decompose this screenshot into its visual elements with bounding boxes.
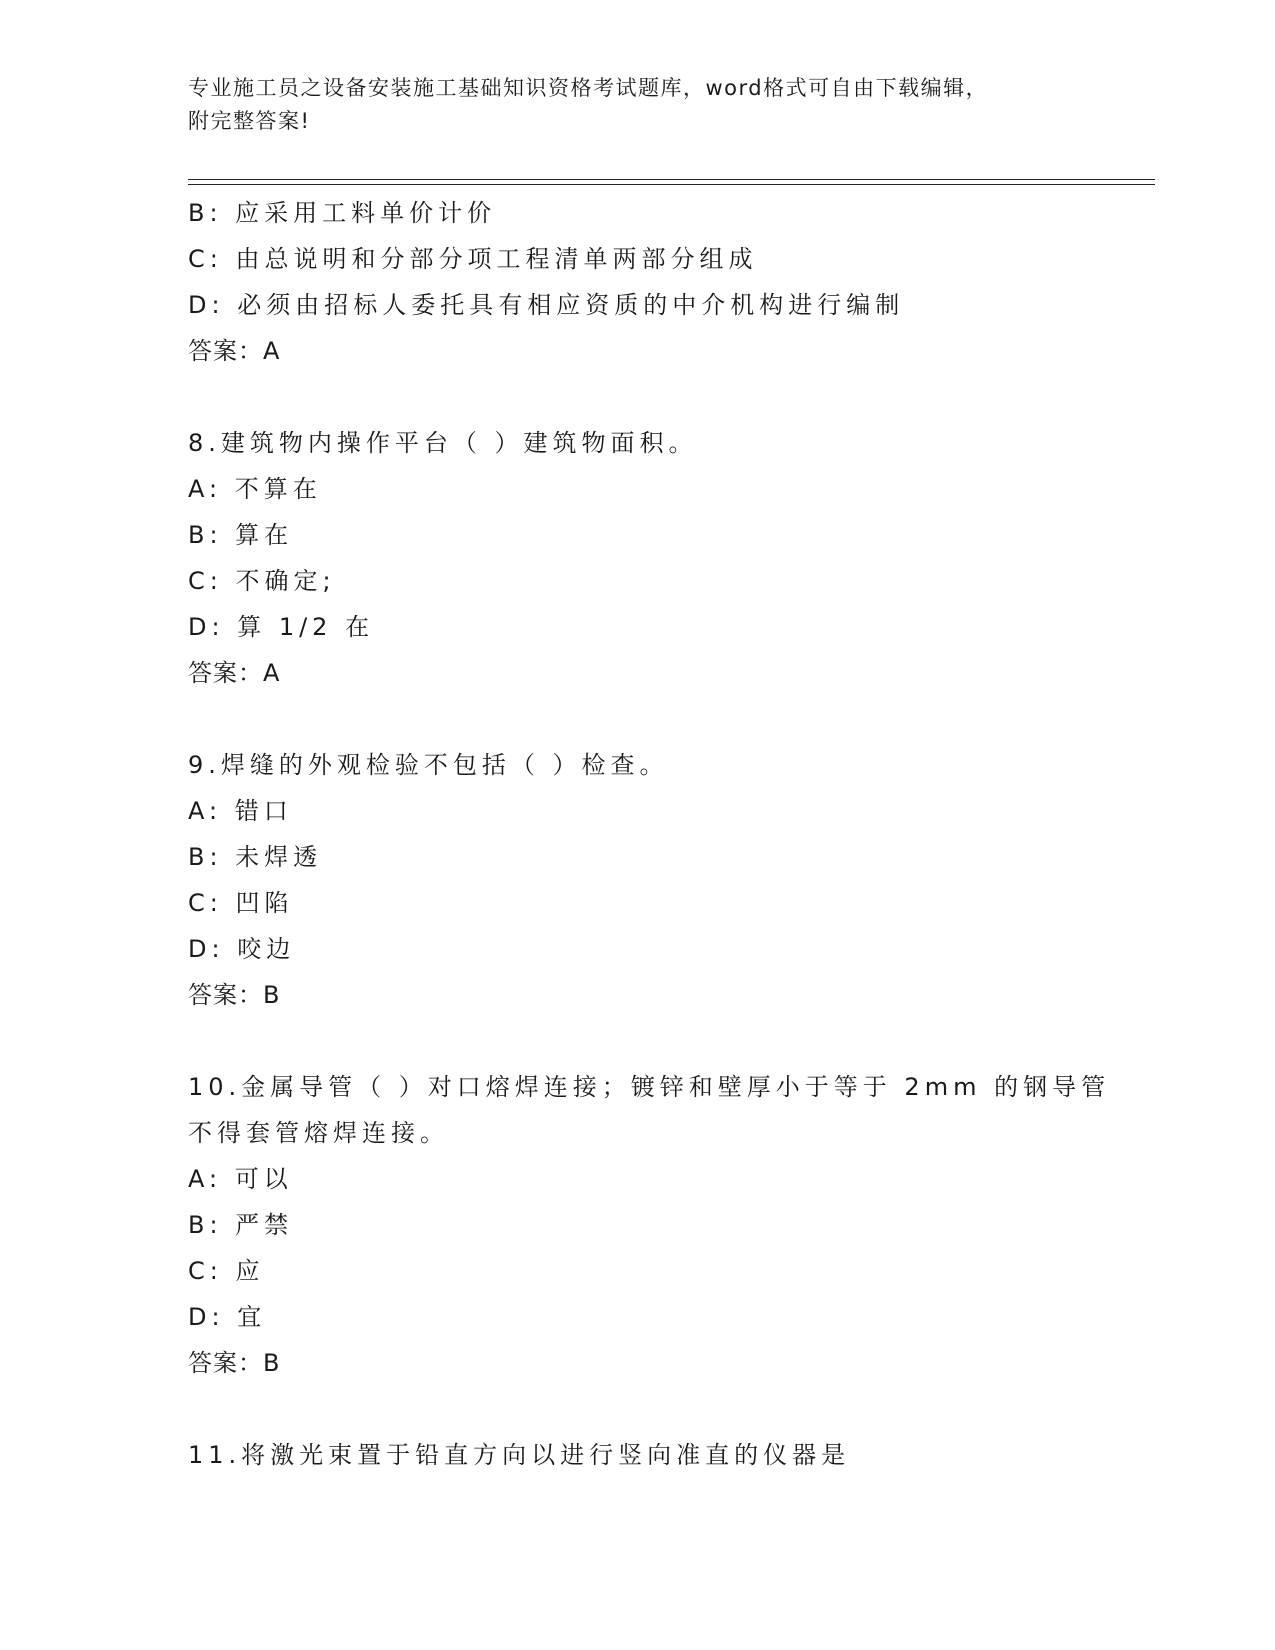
- question-9: [188, 742, 1148, 1018]
- option-a: A: 不算在: [188, 475, 322, 503]
- header-divider-top: [188, 179, 1155, 180]
- option-a: A: 可以: [188, 1165, 293, 1193]
- answer-line: 答案：B: [188, 981, 281, 1009]
- question-7-continued: [188, 190, 1148, 374]
- answer-line: 答案：A: [188, 659, 281, 687]
- option-a: A: 错口: [188, 797, 293, 825]
- option-b: B: 算在: [188, 521, 294, 549]
- spacer: [188, 1018, 1148, 1064]
- question-11: [188, 1432, 1148, 1478]
- header-line-2: 附完整答案!: [188, 109, 311, 133]
- question-stem: 11.将激光束置于铅直方向以进行竖向准直的仪器是: [188, 1441, 851, 1469]
- option-b: B: 未焊透: [188, 843, 323, 871]
- document-body: [188, 190, 1148, 1478]
- option-b: B: 应采用工料单价计价: [188, 199, 497, 227]
- question-10: [188, 1064, 1148, 1386]
- question-8: [188, 420, 1148, 696]
- document-header: [188, 72, 1088, 138]
- header-line-1: 专业施工员之设备安装施工基础知识资格考试题库，word格式可自由下载编辑，: [188, 76, 989, 100]
- option-b: B: 严禁: [188, 1211, 294, 1239]
- option-d: D: 必须由招标人委托具有相应资质的中介机构进行编制: [188, 291, 905, 319]
- question-stem-line-2: 不得套管熔焊连接。: [188, 1119, 449, 1147]
- question-stem: 8.建筑物内操作平台（ ）建筑物面积。: [188, 429, 698, 457]
- answer-line: 答案：B: [188, 1349, 281, 1377]
- option-d: D: 算 1/2 在: [188, 613, 375, 641]
- option-c: C: 应: [188, 1257, 265, 1285]
- answer-line: 答案：A: [188, 337, 281, 365]
- option-c: C: 凹陷: [188, 889, 294, 917]
- spacer: [188, 696, 1148, 742]
- option-d: D: 咬边: [188, 935, 296, 963]
- header-divider-bottom: [188, 184, 1155, 185]
- option-d: D: 宜: [188, 1303, 267, 1331]
- option-c: C: 由总说明和分部分项工程清单两部分组成: [188, 245, 758, 273]
- spacer: [188, 374, 1148, 420]
- question-stem: 9.焊缝的外观检验不包括（ ）检查。: [188, 751, 669, 779]
- option-c: C: 不确定;: [188, 567, 336, 595]
- question-stem-line-1: 10.金属导管（ ）对口熔焊连接；镀锌和壁厚小于等于 2mm 的钢导管: [188, 1073, 1111, 1101]
- spacer: [188, 1386, 1148, 1432]
